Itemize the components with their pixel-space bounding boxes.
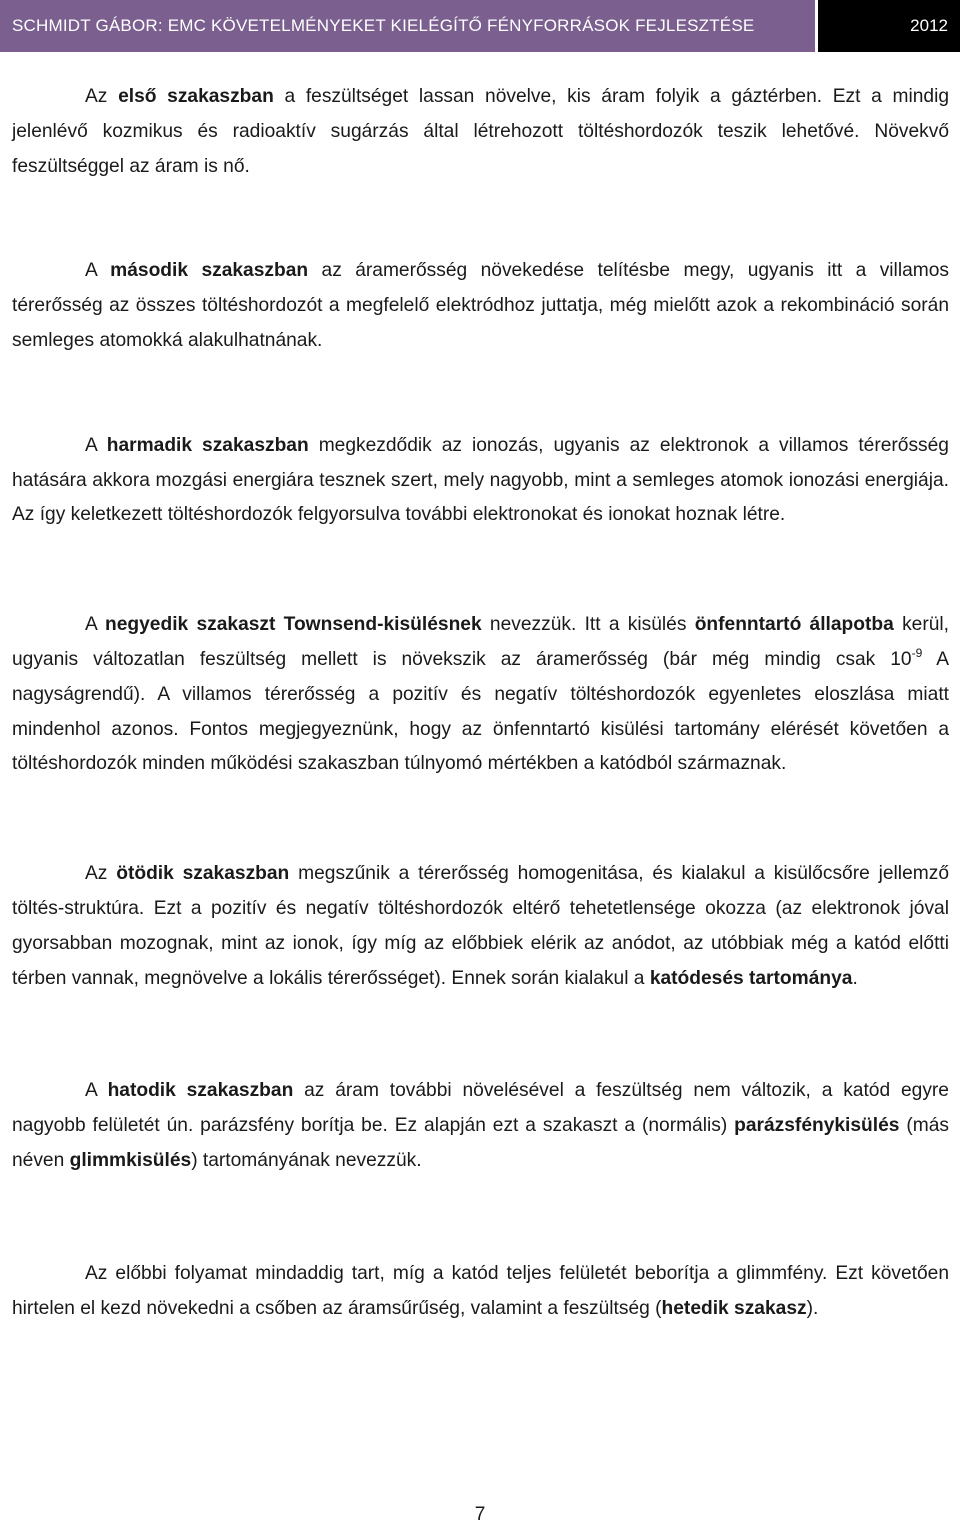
text-span: A [85, 260, 111, 282]
bold-term: önfenntartó állapotba [694, 614, 894, 636]
paragraph-stage-2 [12, 254, 949, 358]
text-span: Az [85, 863, 117, 885]
text-span: megkezdődik az ionozás, ugyanis az elektronok a villamos térerősség hatására akkora mozgási energiára tesznek szert, mely nagyobb, mint a semleges atomok ionozási energiája. Az így keletkezett töltéshordozók felgyorsulva további elektronokat és ionokat hoznak létre. [12, 434, 949, 526]
page-header [0, 0, 960, 52]
header-year: 2012 [818, 0, 960, 52]
bold-term: ötödik szakaszban [116, 863, 290, 885]
bold-term: harmadik szakaszban [106, 434, 309, 456]
text-span: kerül, ugyanis változatlan feszültség mellett is növekszik az áramerősség (bár még mindig csak 10 [12, 614, 949, 670]
bold-term: hatodik szakaszban [107, 1080, 294, 1102]
text-span: ). [806, 1297, 819, 1319]
bold-term: glimmkisülés [69, 1149, 192, 1171]
text-span: (más néven [12, 1115, 950, 1171]
text-span: ) tartományának nevezzük. [191, 1149, 422, 1171]
text-span: az áram további növelésével a feszültség nem változik, a katód egyre nagyobb felületét ún. parázsfény borítja be. Ez alapján ezt a szakaszt a (normális) [12, 1080, 949, 1137]
bold-term: parázsfénykisülés [734, 1115, 900, 1137]
text-span: Az [85, 86, 119, 107]
bold-term: második szakaszban [110, 260, 309, 282]
text-span: A [85, 614, 106, 636]
paragraph-stage-3 [12, 429, 949, 533]
header-title: SCHMIDT GÁBOR: EMC KÖVETELMÉNYEKET KIELÉGÍTŐ FÉNYFORRÁSOK FEJLESZTÉSE [0, 0, 815, 52]
paragraph-stage-4 [12, 608, 949, 782]
page-number: 7 [474, 1504, 486, 1525]
text-span: az áramerősség növekedése telítésbe megy, ugyanis itt a villamos térerősség az összes töltéshordozót a megfelelő elektródhoz juttatja, még mielőtt azok a rekombináció során semleges atomokká alakulhatnának. [12, 260, 950, 351]
paragraph-stage-6 [12, 1074, 949, 1178]
bold-term: negyedik szakaszt Townsend-kisülésnek [105, 614, 482, 636]
paragraph-stage-7 [12, 1257, 949, 1327]
paragraph-stage-1 [12, 80, 949, 184]
bold-term: hetedik szakasz [661, 1297, 807, 1319]
text-span: A nagyságrendű). A villamos térerősség a pozitív és negatív töltéshordozók egyenletes eloszlása miatt mindenhol azonos. Fontos megjegyeznünk, hogy az önfenntartó kisülési tartomány elérését követően a töltéshordozók minden működési szakaszban túlnyomó mértékben a katódból származnak. [12, 648, 949, 775]
paragraph-stage-5 [12, 857, 949, 996]
text-span: . [852, 967, 858, 989]
text-span: A [85, 1080, 108, 1102]
text-span: megszűnik a térerősség homogenitása, és kialakul a kisülőcsőre jellemző töltés-struktúra. Ezt a pozitív és negatív töltéshordozók eltérő tehetetlensége okozza (az elektronok jóval gyorsabban mozognak, mint az ionok, így míg az előbbiek elérik az anódot, az utóbbiak még a katód előtti térben vannak, megnövelve a lokális térerősséget). Ennek során kialakul a [12, 863, 949, 989]
text-span: Az előbbi folyamat mindaddig tart, míg a katód teljes felületét beborítja a glimmfény. Ezt követően hirtelen el kezd növekedni a csőben az áramsűrűség, valamint a feszültség ( [12, 1262, 949, 1319]
document-body [12, 80, 949, 1326]
text-span: nevezzük. Itt a kisülés [481, 614, 695, 636]
bold-term: első szakaszban [118, 86, 274, 107]
text-span: a feszültséget lassan növelve, kis áram folyik a gáztérben. Ezt a mindig jelenlévő kozmikus és radioaktív sugárzás által létrehozott töltéshordozók teszik lehetővé. Növekvő feszültséggel az áram is nő. [12, 86, 950, 177]
text-span: A [85, 434, 107, 456]
superscript-exponent: -9 [911, 645, 923, 660]
bold-term: katódesés tartománya [649, 967, 853, 989]
